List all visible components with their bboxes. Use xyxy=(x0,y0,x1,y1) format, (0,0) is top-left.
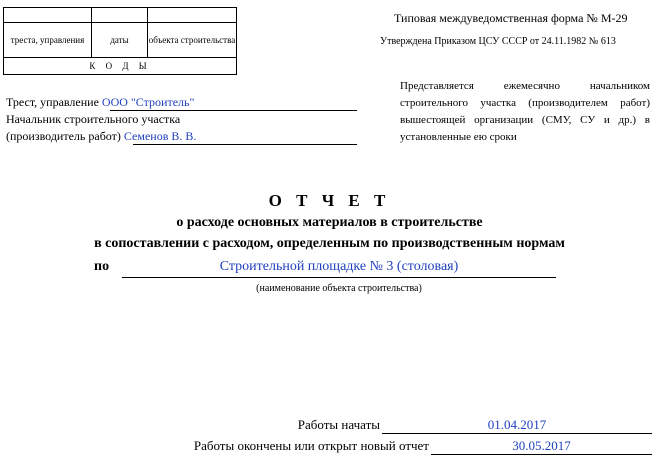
codes-header-date: даты xyxy=(92,23,148,58)
object-caption: (наименование объекта строительства) xyxy=(256,283,422,294)
start-value: 01.04.2017 xyxy=(487,417,547,432)
form-name: Типовая междуведомственная форма № М-29 xyxy=(394,11,628,25)
object-underline xyxy=(122,277,556,278)
codes-label: К О Д Ы xyxy=(4,58,237,75)
end-label: Работы окончены или открыт новый отчет xyxy=(193,438,429,453)
codes-table xyxy=(3,7,237,75)
code-cell-date xyxy=(92,8,148,23)
trust-underline xyxy=(110,110,357,111)
report-subtitle-2: в сопоставлении с расходом, определенным по производственным нормам xyxy=(94,236,565,251)
producer-line xyxy=(6,129,196,144)
codes-header-trust: треста, управления xyxy=(4,23,92,58)
submission-note: Представляется ежемесячно начальником строительного участка (производителем работ) вышестоящей организации (СМУ, СУ и др.) в установленные ею сроки xyxy=(400,80,650,143)
producer-value: Семенов В. В. xyxy=(123,129,197,143)
report-subtitle-1: о расходе основных материалов в строительстве xyxy=(176,215,483,230)
end-value: 30.05.2017 xyxy=(512,438,571,453)
code-cell-object xyxy=(148,8,237,23)
codes-label-row xyxy=(4,58,237,75)
report-title: О Т Ч Е Т xyxy=(268,191,391,210)
codes-table-header-row xyxy=(4,23,237,58)
po-label: по xyxy=(94,259,110,274)
object-value: Строительной площадке № 3 (столовая) xyxy=(219,259,459,274)
start-label: Работы начаты xyxy=(297,417,380,432)
start-underline xyxy=(382,433,652,434)
form-approval: Утверждена Приказом ЦСУ СССР от 24.11.1982 № 613 xyxy=(380,36,616,47)
codes-header-object: объекта строительства xyxy=(148,23,237,58)
chief-label: Начальник строительного участка xyxy=(6,112,181,126)
code-cell-trust xyxy=(4,8,92,23)
producer-label: (производитель работ) xyxy=(6,129,121,143)
producer-underline xyxy=(133,144,357,145)
end-underline xyxy=(431,454,652,455)
trust-line xyxy=(6,95,194,110)
codes-table-empty-row xyxy=(4,8,237,23)
trust-value: ООО "Строитель" xyxy=(101,95,195,109)
trust-label: Трест, управление xyxy=(6,95,99,109)
